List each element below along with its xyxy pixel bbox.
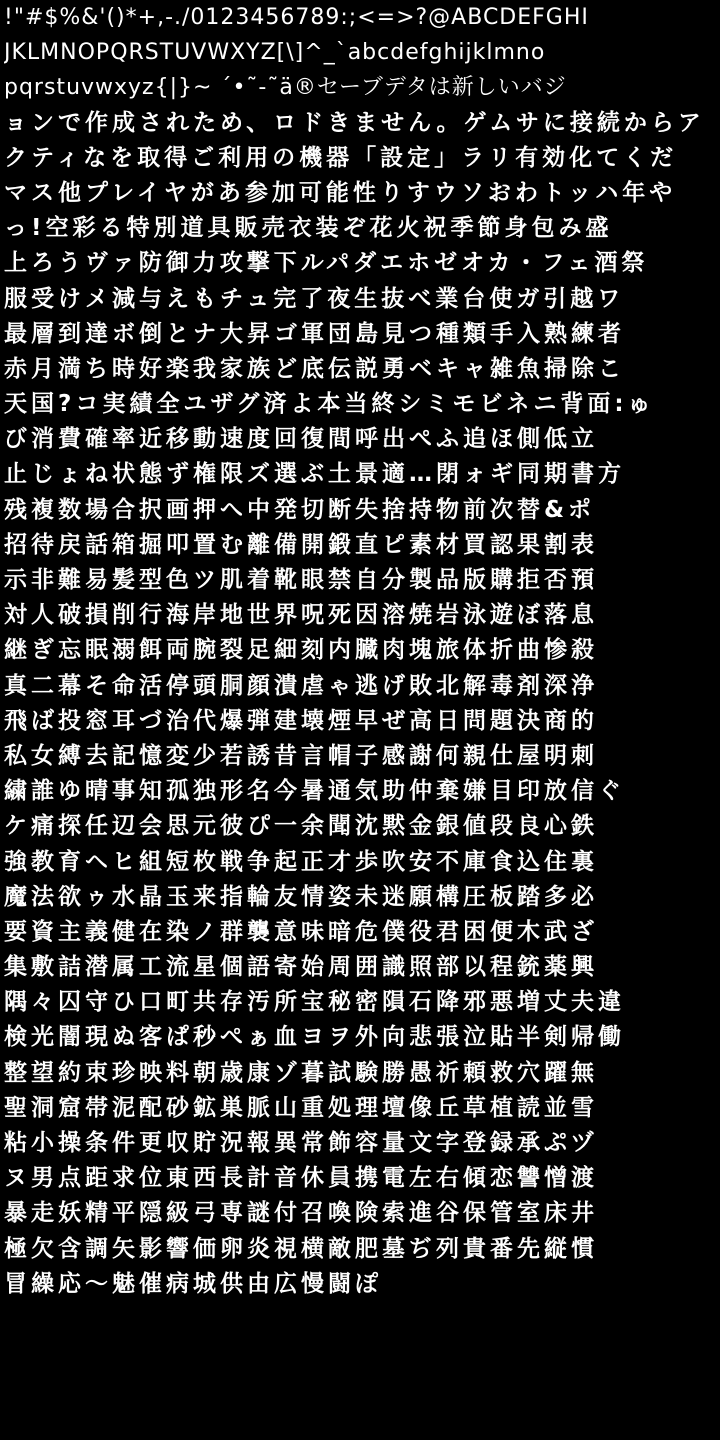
glyph-line: 飛ば投窓耳づ治代爆弾建壊煙早ぜ高日問題決商的 — [4, 707, 598, 734]
glyph-line: ヌ男点距求位東西長計音休員携電左右傾恋讐憎渡 — [4, 1165, 598, 1192]
glyph-line: マス他プレイヤがあ参加可能性りすウソおわトッハ年や — [4, 179, 677, 206]
glyph-line: 整望約束珍映料朝歳康ゾ暮試験勝愚祈頼救穴躍無 — [4, 1059, 598, 1086]
glyph-line: 招待戻話箱掘叩置む離備開鍛直ピ素材買認果割表 — [4, 531, 598, 558]
glyph-line: 止じょね状態ず権限ズ選ぶ土景適…閉ォギ同期書方 — [4, 461, 625, 488]
glyph-line: JKLMNOPQRSTUVWXYZ[\]^_`abcdefghijklmno — [4, 40, 546, 66]
glyph-line: !"#$%&'()*+,-./0123456789:;<=>?@ABCDEFGHI — [4, 5, 589, 30]
glyph-line: 私女縛去記憶変少若誘昔言帽子感謝何親仕屋明刺 — [4, 742, 598, 769]
glyph-line: 最層到達ボ倒とナ大昇ゴ軍団島見つ種類手入熟練者 — [4, 320, 625, 347]
glyph-line: 示非難易髪型色ツ肌着靴眼禁自分製品版購拒否預 — [4, 567, 598, 593]
glyph-line: 繍誰ゆ晴事知孤独形名今暑通気助仲棄嫌目印放信ぐ — [4, 778, 625, 805]
glyph-line: 服受けメ減与えもチュ完了夜生抜べ業台使ガ引越ワ — [4, 285, 625, 312]
glyph-line: 暴走妖精平隠級弓専謎付召喚険索進谷保管室床井 — [4, 1200, 598, 1227]
glyph-line: 検光闇現ぬ客ぱ秒ぺぁ血ヨヲ外向悲張泣貼半剣帰働 — [4, 1024, 625, 1051]
glyph-line: 要資主義健在染ノ群襲意味暗危僕役君困便木武ざ — [4, 918, 598, 945]
glyph-line: 隅々囚守ひ口町共存汚所宝秘密隕石降邪悪増丈夫違 — [4, 989, 625, 1016]
glyph-line: クティなを取得ご利用の機器「設定」ラリ有効化てくだ — [4, 144, 678, 171]
glyph-line: っ!空彩る特別道具販売衣装ぞ花火祝季節身包み盛 — [4, 215, 613, 242]
glyph-line: pqrstuvwxyz{|}~ ´•˜-˜ä®セーブデタは新しいバジ — [4, 75, 567, 101]
glyph-line: 粘小操条件更収貯況報異常飾容量文字登録承ぷヅ — [4, 1130, 598, 1156]
glyph-line: 魔法欲ゥ水晶玉来指輪友情姿未迷願構圧板踏多必 — [4, 883, 598, 910]
glyph-line: 極欠含調矢影響価卵炎視横敵肥墓ぢ列貴番先縦慣 — [4, 1235, 598, 1262]
glyph-line: び消費確率近移動速度回復間呼出ぺふ追ほ側低立 — [4, 426, 598, 453]
glyph-line: 冒繰応～魅催病城供由広慢闘ぽ — [4, 1270, 382, 1297]
glyph-line: 真二幕そ命活停頭胴顔潰虐ゃ逃げ敗北解毒剤深浄 — [4, 672, 598, 699]
glyph-line: ケ痛探任辺会思元彼ぴ一余聞沈黙金銀値段良心鉄 — [4, 813, 598, 840]
glyph-line: 強教育ヘヒ組短枚戦争起正才歩吹安不庫食込住裏 — [4, 848, 598, 875]
glyph-line: 上ろうヴァ防御力攻撃下ルパダエホゼオカ・フェ酒祭 — [4, 250, 649, 277]
glyph-line: 聖洞窟帯泥配砂鉱巣脈山重処理壇像丘草植読並雪 — [4, 1094, 598, 1121]
glyph-line: 継ぎ忘眠溺餌両腕裂足細刻内臓肉塊旅体折曲惨殺 — [4, 637, 598, 664]
glyph-line: 対人破損削行海岸地世界呪死因溶焼岩泳遊ぼ落息 — [4, 602, 598, 629]
glyph-line: 赤月満ち時好楽我家族ど底伝説勇ベキャ雑魚掃除こ — [4, 355, 625, 382]
glyph-line: 天国?コ実績全ユザグ済よ本当終シミモビネニ背面:ゅ — [4, 391, 655, 418]
glyph-line: 集敷詰潜属工流星個語寄始周囲識照部以程銃薬興 — [4, 954, 598, 981]
glyph-line: 残複数場合択画押へ中発切断失捨持物前次替&ポ — [4, 496, 596, 523]
glyph-line: ョンで作成されため、ロドきません。ゲムサに接続からア — [4, 109, 705, 136]
